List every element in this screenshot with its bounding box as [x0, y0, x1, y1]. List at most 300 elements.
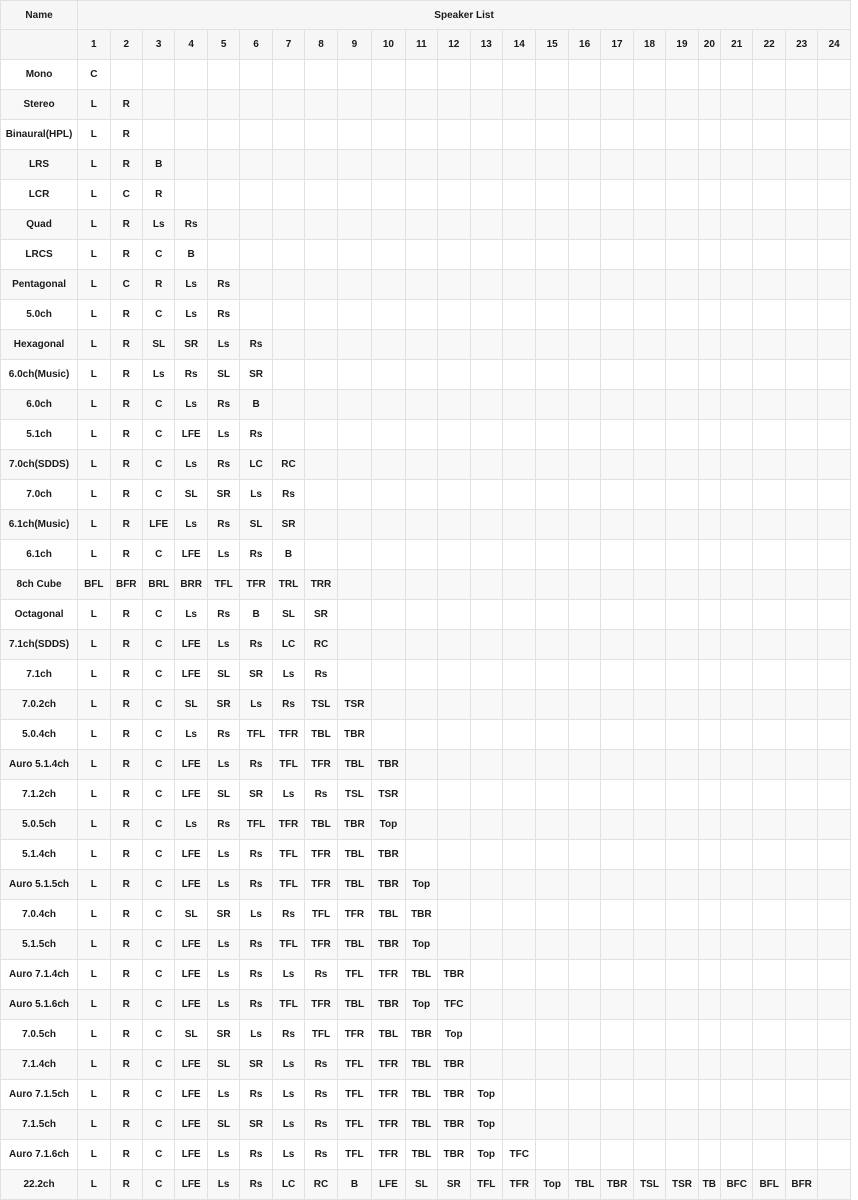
- speaker-cell: [502, 1110, 535, 1140]
- table-row: [1, 390, 851, 420]
- speaker-cell: R: [110, 1080, 142, 1110]
- speaker-cell: TBR: [438, 1140, 470, 1170]
- speaker-cell: R: [110, 930, 142, 960]
- speaker-cell: [175, 180, 207, 210]
- speaker-cell: [536, 1080, 568, 1110]
- table-row: [1, 1170, 851, 1200]
- speaker-cell: [601, 840, 633, 870]
- speaker-cell: [405, 750, 437, 780]
- speaker-cell: [305, 270, 337, 300]
- speaker-cell: [721, 810, 753, 840]
- speaker-cell: LFE: [175, 960, 207, 990]
- speaker-cell: [337, 480, 371, 510]
- speaker-cell: [666, 420, 698, 450]
- speaker-cell: TBL: [337, 930, 371, 960]
- speaker-cell: [753, 900, 785, 930]
- speaker-cell: [601, 990, 633, 1020]
- speaker-cell: [698, 750, 720, 780]
- speaker-cell: Ls: [142, 210, 174, 240]
- speaker-cell: TBL: [372, 900, 405, 930]
- speaker-cell: [568, 1110, 600, 1140]
- speaker-cell: [818, 1080, 851, 1110]
- speaker-cell: [207, 60, 239, 90]
- speaker-number-3: 3: [142, 30, 174, 60]
- speaker-cell: [633, 540, 665, 570]
- speaker-cell: [818, 1020, 851, 1050]
- speaker-cell: [438, 210, 470, 240]
- speaker-cell: [372, 480, 405, 510]
- speaker-cell: [372, 600, 405, 630]
- speaker-cell: [633, 210, 665, 240]
- speaker-cell: [568, 720, 600, 750]
- speaker-cell: [633, 1140, 665, 1170]
- speaker-cell: Rs: [207, 270, 239, 300]
- speaker-cell: [438, 420, 470, 450]
- speaker-cell: [666, 810, 698, 840]
- speaker-cell: Top: [470, 1140, 502, 1170]
- speaker-cell: [405, 390, 437, 420]
- speaker-cell: Rs: [240, 420, 272, 450]
- speaker-cell: [785, 510, 817, 540]
- speaker-cell: [721, 450, 753, 480]
- speaker-cell: Ls: [240, 1020, 272, 1050]
- speaker-cell: Ls: [240, 900, 272, 930]
- speaker-cell: [698, 1020, 720, 1050]
- speaker-cell: [666, 1080, 698, 1110]
- speaker-cell: [536, 420, 568, 450]
- speaker-cell: C: [142, 630, 174, 660]
- speaker-cell: [272, 210, 304, 240]
- speaker-cell: [698, 390, 720, 420]
- speaker-cell: B: [175, 240, 207, 270]
- speaker-number-24: 24: [818, 30, 851, 60]
- speaker-cell: [337, 90, 371, 120]
- speaker-cell: [666, 450, 698, 480]
- speaker-cell: [818, 1170, 851, 1200]
- speaker-cell: [305, 60, 337, 90]
- speaker-cell: SR: [438, 1170, 470, 1200]
- speaker-cell: L: [78, 210, 110, 240]
- speaker-cell: [470, 210, 502, 240]
- speaker-cell: C: [142, 900, 174, 930]
- speaker-cell: [502, 540, 535, 570]
- speaker-cell: [818, 720, 851, 750]
- speaker-cell: Rs: [240, 330, 272, 360]
- speaker-cell: [753, 990, 785, 1020]
- speaker-cell: [785, 990, 817, 1020]
- speaker-cell: [601, 600, 633, 630]
- speaker-cell: R: [110, 750, 142, 780]
- speaker-cell: Ls: [272, 780, 304, 810]
- speaker-cell: TFL: [470, 1170, 502, 1200]
- speaker-cell: C: [142, 870, 174, 900]
- speaker-cell: [502, 180, 535, 210]
- speaker-cell: [502, 480, 535, 510]
- speaker-cell: [568, 300, 600, 330]
- speaker-cell: Top: [438, 1020, 470, 1050]
- table-row: [1, 210, 851, 240]
- speaker-cell: [753, 60, 785, 90]
- speaker-cell: [753, 1080, 785, 1110]
- speaker-cell: [536, 480, 568, 510]
- speaker-cell: [601, 540, 633, 570]
- speaker-cell: L: [78, 150, 110, 180]
- speaker-cell: [337, 150, 371, 180]
- speaker-cell: Rs: [240, 870, 272, 900]
- speaker-number-21: 21: [721, 30, 753, 60]
- speaker-cell: Ls: [175, 390, 207, 420]
- speaker-cell: [601, 900, 633, 930]
- speaker-cell: [785, 60, 817, 90]
- speaker-cell: [536, 630, 568, 660]
- format-name-cell: 5.0.5ch: [1, 810, 78, 840]
- speaker-cell: [502, 750, 535, 780]
- speaker-cell: [536, 300, 568, 330]
- speaker-cell: [633, 480, 665, 510]
- speaker-cell: B: [240, 390, 272, 420]
- speaker-cell: [818, 120, 851, 150]
- speaker-cell: [666, 750, 698, 780]
- speaker-cell: [568, 900, 600, 930]
- speaker-cell: L: [78, 660, 110, 690]
- speaker-cell: [698, 600, 720, 630]
- speaker-cell: [698, 1080, 720, 1110]
- table-row: [1, 420, 851, 450]
- speaker-cell: Rs: [305, 1110, 337, 1140]
- speaker-cell: [272, 270, 304, 300]
- speaker-cell: [337, 420, 371, 450]
- speaker-cell: [633, 270, 665, 300]
- speaker-cell: [568, 1140, 600, 1170]
- speaker-cell: [405, 300, 437, 330]
- speaker-cell: R: [110, 990, 142, 1020]
- speaker-cell: [568, 930, 600, 960]
- speaker-cell: [753, 270, 785, 300]
- speaker-cell: [785, 750, 817, 780]
- speaker-cell: Ls: [272, 1080, 304, 1110]
- speaker-cell: TFL: [240, 720, 272, 750]
- speaker-cell: [502, 330, 535, 360]
- speaker-cell: [721, 780, 753, 810]
- speaker-cell: L: [78, 720, 110, 750]
- speaker-cell: L: [78, 390, 110, 420]
- speaker-cell: [601, 60, 633, 90]
- speaker-cell: TBL: [568, 1170, 600, 1200]
- speaker-cell: [666, 150, 698, 180]
- speaker-cell: L: [78, 1080, 110, 1110]
- speaker-cell: TBR: [438, 1080, 470, 1110]
- speaker-number-5: 5: [207, 30, 239, 60]
- table-row: [1, 450, 851, 480]
- speaker-cell: [753, 90, 785, 120]
- speaker-cell: [337, 300, 371, 330]
- speaker-cell: Ls: [175, 810, 207, 840]
- speaker-cell: [698, 90, 720, 120]
- speaker-cell: [633, 990, 665, 1020]
- speaker-cell: [568, 1020, 600, 1050]
- speaker-cell: [568, 600, 600, 630]
- speaker-cell: [568, 750, 600, 780]
- speaker-cell: [698, 300, 720, 330]
- speaker-number-12: 12: [438, 30, 470, 60]
- speaker-cell: [698, 1110, 720, 1140]
- speaker-cell: R: [110, 780, 142, 810]
- speaker-cell: L: [78, 270, 110, 300]
- speaker-cell: [601, 450, 633, 480]
- speaker-cell: [405, 150, 437, 180]
- speaker-cell: L: [78, 120, 110, 150]
- speaker-cell: C: [142, 450, 174, 480]
- speaker-cell: [666, 60, 698, 90]
- format-name-cell: 7.1.2ch: [1, 780, 78, 810]
- speaker-cell: [666, 990, 698, 1020]
- speaker-cell: [372, 690, 405, 720]
- speaker-cell: [438, 810, 470, 840]
- format-name-cell: 7.0.5ch: [1, 1020, 78, 1050]
- speaker-cell: [666, 480, 698, 510]
- speaker-cell: [470, 930, 502, 960]
- speaker-cell: RC: [305, 1170, 337, 1200]
- speaker-cell: [372, 360, 405, 390]
- speaker-cell: [601, 120, 633, 150]
- speaker-cell: TBL: [337, 990, 371, 1020]
- speaker-cell: [438, 900, 470, 930]
- table-row: [1, 150, 851, 180]
- speaker-cell: [568, 450, 600, 480]
- speaker-cell: [272, 120, 304, 150]
- speaker-cell: [633, 930, 665, 960]
- speaker-cell: [601, 210, 633, 240]
- speaker-cell: [785, 960, 817, 990]
- speaker-cell: [785, 810, 817, 840]
- speaker-cell: R: [110, 150, 142, 180]
- speaker-cell: TBL: [405, 1140, 437, 1170]
- speaker-cell: LFE: [142, 510, 174, 540]
- speaker-cell: [633, 840, 665, 870]
- speaker-cell: SR: [305, 600, 337, 630]
- speaker-cell: [502, 960, 535, 990]
- speaker-cell: [568, 60, 600, 90]
- speaker-cell: [536, 240, 568, 270]
- format-name-cell: 7.0ch(SDDS): [1, 450, 78, 480]
- format-name-cell: 5.1.5ch: [1, 930, 78, 960]
- speaker-cell: [785, 660, 817, 690]
- speaker-number-10: 10: [372, 30, 405, 60]
- speaker-cell: [502, 840, 535, 870]
- speaker-cell: [502, 60, 535, 90]
- speaker-cell: [818, 1050, 851, 1080]
- table-row: [1, 840, 851, 870]
- speaker-cell: Rs: [240, 990, 272, 1020]
- speaker-cell: [438, 720, 470, 750]
- speaker-cell: R: [110, 1110, 142, 1140]
- speaker-cell: Ls: [207, 630, 239, 660]
- speaker-cell: C: [142, 390, 174, 420]
- speaker-cell: TSL: [305, 690, 337, 720]
- format-name-cell: Auro 7.1.6ch: [1, 1140, 78, 1170]
- speaker-cell: TFL: [207, 570, 239, 600]
- format-name-cell: 5.0.4ch: [1, 720, 78, 750]
- speaker-cell: R: [110, 390, 142, 420]
- speaker-cell: [818, 810, 851, 840]
- speaker-cell: [601, 420, 633, 450]
- speaker-cell: [337, 180, 371, 210]
- speaker-cell: SL: [207, 780, 239, 810]
- speaker-number-20: 20: [698, 30, 720, 60]
- speaker-cell: [305, 240, 337, 270]
- speaker-cell: TFC: [438, 990, 470, 1020]
- speaker-cell: SL: [207, 1050, 239, 1080]
- speaker-cell: [305, 180, 337, 210]
- speaker-cell: [536, 1110, 568, 1140]
- speaker-cell: TFL: [337, 1140, 371, 1170]
- speaker-cell: [721, 510, 753, 540]
- speaker-cell: [502, 870, 535, 900]
- speaker-cell: [753, 960, 785, 990]
- format-name-cell: LCR: [1, 180, 78, 210]
- speaker-cell: [753, 120, 785, 150]
- speaker-cell: [721, 900, 753, 930]
- speaker-cell: [601, 810, 633, 840]
- speaker-cell: [601, 1110, 633, 1140]
- speaker-cell: [753, 840, 785, 870]
- speaker-cell: R: [110, 480, 142, 510]
- speaker-cell: TBR: [601, 1170, 633, 1200]
- speaker-cell: [438, 780, 470, 810]
- speaker-cell: [272, 300, 304, 330]
- speaker-cell: [633, 1020, 665, 1050]
- speaker-cell: TFL: [337, 1050, 371, 1080]
- speaker-cell: [337, 510, 371, 540]
- speaker-cell: [470, 390, 502, 420]
- speaker-cell: [438, 330, 470, 360]
- speaker-cell: LFE: [175, 1110, 207, 1140]
- speaker-cell: C: [142, 1020, 174, 1050]
- speaker-cell: [470, 690, 502, 720]
- speaker-cell: Rs: [240, 630, 272, 660]
- speaker-cell: [601, 510, 633, 540]
- speaker-cell: TFR: [305, 990, 337, 1020]
- speaker-cell: [633, 690, 665, 720]
- speaker-cell: SL: [175, 690, 207, 720]
- speaker-cell: [337, 630, 371, 660]
- speaker-cell: [721, 930, 753, 960]
- speaker-cell: [633, 60, 665, 90]
- speaker-cell: [698, 630, 720, 660]
- speaker-cell: [818, 480, 851, 510]
- speaker-cell: [438, 600, 470, 630]
- format-name-cell: Pentagonal: [1, 270, 78, 300]
- format-name-cell: 7.1.5ch: [1, 1110, 78, 1140]
- speaker-cell: [337, 210, 371, 240]
- table-row: [1, 360, 851, 390]
- speaker-cell: [818, 600, 851, 630]
- speaker-cell: [240, 180, 272, 210]
- speaker-cell: [721, 360, 753, 390]
- speaker-cell: BFL: [753, 1170, 785, 1200]
- speaker-cell: [601, 1140, 633, 1170]
- speaker-cell: [721, 540, 753, 570]
- speaker-cell: Rs: [240, 930, 272, 960]
- speaker-cell: [438, 840, 470, 870]
- speaker-cell: [698, 450, 720, 480]
- speaker-cell: [502, 1050, 535, 1080]
- speaker-cell: [666, 1050, 698, 1080]
- speaker-cell: [721, 870, 753, 900]
- speaker-cell: [753, 240, 785, 270]
- speaker-cell: [372, 240, 405, 270]
- table-row: [1, 690, 851, 720]
- speaker-cell: [405, 810, 437, 840]
- speaker-cell: [536, 210, 568, 240]
- speaker-cell: [785, 900, 817, 930]
- speaker-cell: Rs: [207, 810, 239, 840]
- speaker-cell: [272, 360, 304, 390]
- speaker-cell: C: [142, 1110, 174, 1140]
- speaker-cell: [470, 60, 502, 90]
- speaker-cell: [536, 900, 568, 930]
- speaker-cell: TB: [698, 1170, 720, 1200]
- speaker-cell: L: [78, 330, 110, 360]
- speaker-cell: Rs: [175, 360, 207, 390]
- speaker-cell: R: [110, 210, 142, 240]
- speaker-cell: [568, 1080, 600, 1110]
- speaker-cell: [753, 180, 785, 210]
- speaker-number-14: 14: [502, 30, 535, 60]
- speaker-cell: [633, 510, 665, 540]
- speaker-cell: [470, 960, 502, 990]
- speaker-cell: [470, 180, 502, 210]
- speaker-cell: [470, 750, 502, 780]
- speaker-cell: [666, 1110, 698, 1140]
- speaker-cell: [337, 390, 371, 420]
- speaker-cell: Top: [536, 1170, 568, 1200]
- speaker-cell: TFL: [305, 900, 337, 930]
- speaker-number-6: 6: [240, 30, 272, 60]
- speaker-cell: BFR: [785, 1170, 817, 1200]
- speaker-cell: C: [142, 690, 174, 720]
- speaker-cell: Ls: [207, 990, 239, 1020]
- speaker-cell: [438, 120, 470, 150]
- speaker-cell: [785, 840, 817, 870]
- speaker-cell: Ls: [207, 750, 239, 780]
- speaker-cell: L: [78, 810, 110, 840]
- speaker-cell: TFL: [272, 840, 304, 870]
- table-row: [1, 1080, 851, 1110]
- speaker-cell: BRL: [142, 570, 174, 600]
- speaker-cell: [633, 390, 665, 420]
- speaker-cell: [666, 540, 698, 570]
- speaker-cell: [721, 690, 753, 720]
- speaker-cell: [818, 450, 851, 480]
- speaker-cell: [698, 120, 720, 150]
- speaker-cell: [666, 870, 698, 900]
- speaker-cell: [372, 540, 405, 570]
- speaker-cell: [405, 540, 437, 570]
- speaker-cell: [785, 780, 817, 810]
- speaker-cell: [721, 150, 753, 180]
- speaker-cell: [753, 450, 785, 480]
- speaker-cell: [818, 390, 851, 420]
- speaker-cell: [785, 390, 817, 420]
- speaker-cell: C: [142, 1080, 174, 1110]
- speaker-cell: R: [110, 300, 142, 330]
- speaker-cell: [405, 780, 437, 810]
- table-row: [1, 180, 851, 210]
- format-name-cell: 6.0ch(Music): [1, 360, 78, 390]
- speaker-cell: [633, 570, 665, 600]
- speaker-cell: [568, 780, 600, 810]
